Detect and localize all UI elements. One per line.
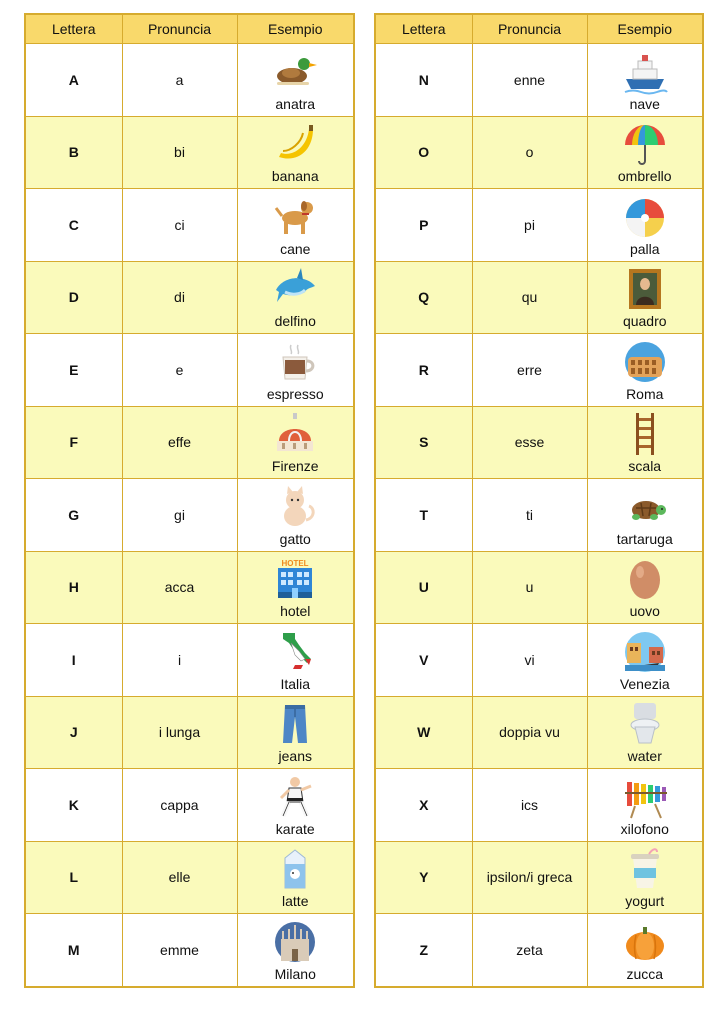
yogurt-icon: [621, 846, 669, 892]
banana-icon: [271, 121, 319, 167]
example-word: xilofono: [620, 820, 669, 837]
example-cell: [237, 116, 354, 189]
pronunciation-cell: erre: [472, 334, 587, 407]
pronunciation-cell: pi: [472, 189, 587, 262]
header-letter: Lettera: [25, 14, 122, 44]
pronunciation-cell: effe: [122, 406, 237, 479]
xylophone-icon: [621, 774, 669, 820]
pronunciation-cell: ipsilon/i greca: [472, 841, 587, 914]
table-row: [375, 696, 703, 769]
letter-cell: U: [375, 551, 472, 624]
egg-icon: [621, 556, 669, 602]
header-example: Esempio: [237, 14, 354, 44]
pronunciation-cell: emme: [122, 914, 237, 987]
example-cell: [237, 479, 354, 552]
coffee-cup-icon: [271, 339, 319, 385]
pronunciation-cell: ci: [122, 189, 237, 262]
letter-cell: F: [25, 406, 122, 479]
example-cell: [237, 841, 354, 914]
example-cell: [587, 769, 703, 842]
example-cell: [237, 624, 354, 697]
letter-cell: S: [375, 406, 472, 479]
example-word: Venezia: [619, 675, 670, 692]
pronunciation-cell: doppia vu: [472, 696, 587, 769]
table-row: [375, 189, 703, 262]
example-word: jeans: [278, 748, 312, 764]
example-word: ombrello: [617, 168, 672, 184]
example-cell: [237, 914, 354, 987]
header-letter: Lettera: [375, 14, 472, 44]
table-row: [25, 914, 354, 987]
letter-cell: W: [375, 696, 472, 769]
table-row: [25, 479, 354, 552]
table-row: [25, 841, 354, 914]
table-row: [25, 44, 354, 117]
alphabet-table-left: [24, 13, 355, 988]
pronunciation-cell: acca: [122, 551, 237, 624]
toilet-icon: [621, 701, 669, 747]
example-cell: [587, 551, 703, 624]
table-row: [375, 914, 703, 987]
letter-cell: Z: [375, 914, 472, 987]
example-cell: [587, 841, 703, 914]
dolphin-icon: [271, 266, 319, 312]
letter-cell: G: [25, 479, 122, 552]
table-row: [25, 406, 354, 479]
example-word: tartaruga: [616, 530, 673, 547]
pronunciation-cell: i lunga: [122, 696, 237, 769]
letter-cell: B: [25, 116, 122, 189]
table-row: [25, 696, 354, 769]
letter-cell: O: [375, 116, 472, 189]
example-cell: [237, 261, 354, 334]
pumpkin-icon: [621, 919, 669, 965]
turtle-icon: [621, 484, 669, 530]
table-row: [375, 479, 703, 552]
example-word: karate: [275, 820, 315, 837]
example-word: scala: [628, 458, 662, 474]
letter-cell: Y: [375, 841, 472, 914]
example-cell: [237, 696, 354, 769]
table-row: [375, 406, 703, 479]
pronunciation-cell: qu: [472, 261, 587, 334]
letter-cell: R: [375, 334, 472, 407]
pronunciation-cell: i: [122, 624, 237, 697]
pronunciation-cell: di: [122, 261, 237, 334]
pronunciation-cell: u: [472, 551, 587, 624]
pronunciation-cell: vi: [472, 624, 587, 697]
example-cell: [587, 44, 703, 117]
example-cell: [587, 624, 703, 697]
example-word: quadro: [622, 313, 667, 329]
example-cell: [237, 334, 354, 407]
letter-cell: D: [25, 261, 122, 334]
pronunciation-cell: zeta: [472, 914, 587, 987]
example-cell: [237, 189, 354, 262]
example-word: yogurt: [625, 893, 665, 909]
pronunciation-cell: a: [122, 44, 237, 117]
letter-cell: J: [25, 696, 122, 769]
letter-cell: I: [25, 624, 122, 697]
painting-icon: [621, 266, 669, 312]
example-word: palla: [629, 240, 660, 257]
letter-cell: L: [25, 841, 122, 914]
example-word: Roma: [626, 385, 664, 402]
letter-cell: P: [375, 189, 472, 262]
milk-carton-icon: [271, 846, 319, 892]
table-row: [375, 624, 703, 697]
example-word: anatra: [275, 95, 316, 112]
example-cell: [237, 551, 354, 624]
pronunciation-cell: bi: [122, 116, 237, 189]
colosseum-icon: [621, 339, 669, 385]
table-row: [375, 44, 703, 117]
hotel-building-icon: [271, 556, 319, 602]
letter-cell: T: [375, 479, 472, 552]
letter-cell: M: [25, 914, 122, 987]
letter-cell: N: [375, 44, 472, 117]
hotel-sign: HOTEL: [281, 559, 309, 568]
karate-icon: [271, 774, 319, 820]
table-row: [375, 116, 703, 189]
example-cell: [587, 189, 703, 262]
example-word: banana: [271, 168, 319, 184]
letter-cell: C: [25, 189, 122, 262]
duck-icon: [271, 49, 319, 95]
example-word: zucca: [626, 965, 664, 982]
example-word: delfino: [274, 313, 316, 329]
table-row: [25, 769, 354, 842]
example-cell: [237, 769, 354, 842]
example-cell: [587, 914, 703, 987]
cat-icon: [271, 484, 319, 530]
italy-map-icon: [271, 629, 319, 675]
pronunciation-cell: ti: [472, 479, 587, 552]
letter-cell: K: [25, 769, 122, 842]
pronunciation-cell: enne: [472, 44, 587, 117]
pronunciation-cell: o: [472, 116, 587, 189]
table-row: [25, 334, 354, 407]
example-cell: [587, 406, 703, 479]
letter-cell: A: [25, 44, 122, 117]
table-row: [25, 551, 354, 624]
example-cell: [237, 406, 354, 479]
letter-cell: X: [375, 769, 472, 842]
example-word: Italia: [280, 675, 311, 692]
example-word: uovo: [629, 603, 660, 619]
pronunciation-cell: elle: [122, 841, 237, 914]
letter-cell: V: [375, 624, 472, 697]
table-row: [25, 261, 354, 334]
pronunciation-cell: ics: [472, 769, 587, 842]
example-word: latte: [282, 893, 309, 909]
example-cell: [587, 261, 703, 334]
beach-ball-icon: [621, 194, 669, 240]
pronunciation-cell: gi: [122, 479, 237, 552]
dome-icon: [271, 411, 319, 457]
table-row: [25, 189, 354, 262]
letter-cell: H: [25, 551, 122, 624]
header-pronunciation: Pronuncia: [122, 14, 237, 44]
dog-icon: [271, 194, 319, 240]
example-cell: [587, 334, 703, 407]
alphabet-table-right: [374, 13, 704, 988]
example-word: espresso: [266, 385, 324, 402]
header-pronunciation: Pronuncia: [472, 14, 587, 44]
table-row: [375, 769, 703, 842]
milan-cathedral-icon: [271, 919, 319, 965]
example-word: hotel: [280, 603, 311, 619]
table-row: [375, 261, 703, 334]
example-cell: [587, 479, 703, 552]
table-row: [375, 841, 703, 914]
example-word: cane: [280, 240, 311, 257]
table-row: [25, 624, 354, 697]
letter-cell: Q: [375, 261, 472, 334]
example-cell: [237, 44, 354, 117]
pronunciation-cell: esse: [472, 406, 587, 479]
example-cell: [587, 696, 703, 769]
venice-icon: [621, 629, 669, 675]
example-word: Milano: [274, 965, 316, 982]
ship-icon: [621, 49, 669, 95]
ladder-icon: [621, 411, 669, 457]
table-row: [375, 551, 703, 624]
header-example: Esempio: [587, 14, 703, 44]
umbrella-icon: [621, 121, 669, 167]
example-word: water: [627, 748, 662, 764]
example-word: gatto: [279, 530, 311, 547]
table-row: [25, 116, 354, 189]
pronunciation-cell: cappa: [122, 769, 237, 842]
example-cell: [587, 116, 703, 189]
example-word: Firenze: [271, 458, 319, 474]
pronunciation-cell: e: [122, 334, 237, 407]
jeans-icon: [271, 701, 319, 747]
table-row: [375, 334, 703, 407]
example-word: nave: [629, 95, 660, 112]
letter-cell: E: [25, 334, 122, 407]
